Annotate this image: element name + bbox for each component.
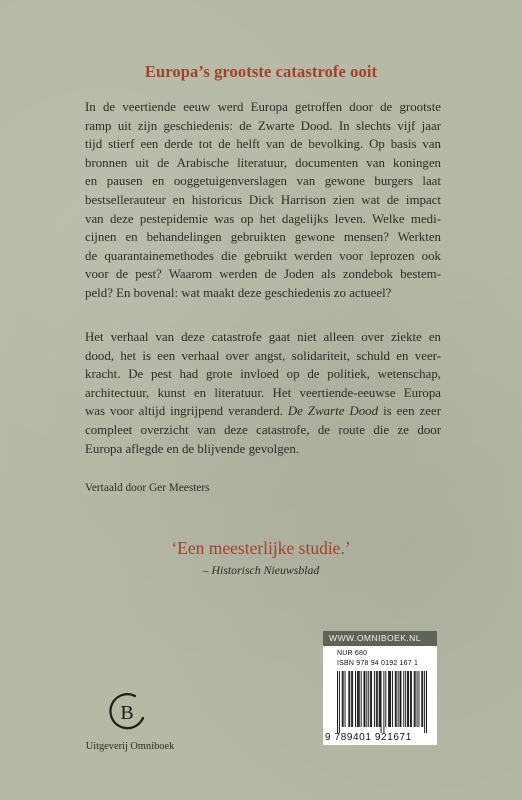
barcode-bar <box>396 671 397 727</box>
barcode-bars <box>337 671 427 733</box>
barcode-bar <box>379 671 380 727</box>
barcode-bar <box>398 671 399 727</box>
book-title-italic: De Zwarte Dood <box>287 404 379 419</box>
barcode-bar <box>374 671 375 727</box>
paragraph-1-line: tijd stierf een derde tot de helft van de bevolking. Op basis van <box>85 137 441 152</box>
barcode-bar <box>377 671 378 727</box>
logo-letter: B <box>120 702 134 724</box>
barcode-bar <box>418 671 419 727</box>
barcode-bar <box>359 671 360 727</box>
barcode-bar <box>411 671 412 727</box>
barcode-bar <box>417 671 418 727</box>
paragraph-1-line: voor de pest? Waarom werden de Joden als zondebok bestem- <box>85 267 441 282</box>
barcode-bar <box>339 671 340 733</box>
barcode-bar <box>366 671 367 727</box>
paragraph-2-line: compleet overzicht van deze catastrofe, de route die ze door <box>85 422 441 437</box>
barcode-bar <box>403 671 404 727</box>
barcode-bar <box>426 671 427 733</box>
barcode-bar <box>395 671 396 727</box>
publisher-name: Uitgeverij Omniboek <box>85 741 175 752</box>
barcode-bar <box>337 671 338 733</box>
quote-dash: – <box>202 563 209 577</box>
paragraph-2-text: is een zeer <box>378 404 441 419</box>
barcode-bar <box>361 671 362 727</box>
barcode-bar <box>422 671 423 727</box>
barcode-bar <box>421 671 422 727</box>
paragraph-2-line: Het verhaal van deze catastrofe gaat niet alleen over ziekte en <box>85 330 441 344</box>
paragraph-2-line <box>85 402 441 421</box>
quote-source-name: Historisch Nieuwsblad <box>211 563 320 577</box>
cover-title: Europa’s grootste catastrofe ooit <box>144 62 378 81</box>
barcode-bar <box>381 671 382 733</box>
barcode-bar <box>383 671 384 733</box>
paragraph-1-line: cijnen en behandelingen gebruikten gewone mensen? Werkten <box>85 230 441 245</box>
barcode-bar <box>389 671 390 727</box>
publisher-website: WWW.OMNIBOEK.NL <box>323 631 437 646</box>
barcode-bar <box>385 671 386 727</box>
paragraph-1-line: de quarantainemethodes die gebruikt werden voor leprozen ook <box>85 248 441 263</box>
barcode-bar <box>364 671 365 727</box>
barcode-bar <box>357 671 358 727</box>
barcode-bar <box>408 671 409 727</box>
barcode-digits: 9 789401 921671 <box>325 732 412 743</box>
paragraph-2-line: kracht. De pest had grote invloed op de politiek, wetenschap, <box>85 367 441 382</box>
paragraph-1-line: en pausen en ooggetuigenverslagen van gewone burgers laat <box>85 174 441 189</box>
publisher-logo-icon <box>105 690 149 734</box>
nur-code: NUR 680 <box>337 650 368 657</box>
barcode-bar <box>343 671 344 727</box>
barcode-bar <box>415 671 416 727</box>
barcode-bar <box>364 671 365 727</box>
barcode-bar <box>388 671 389 727</box>
description-paragraph-1 <box>85 98 441 303</box>
barcode-bar <box>414 671 415 727</box>
paragraph-1-line: In de veertiende eeuw werd Europa getroffen door de grootste <box>85 100 441 114</box>
barcode-bar <box>370 671 371 727</box>
barcode-bar <box>352 671 353 727</box>
barcode-block <box>323 631 437 745</box>
barcode-bar <box>358 671 359 727</box>
barcode-bar <box>424 671 425 733</box>
barcode-bar <box>351 671 352 727</box>
paragraph-1-line: van deze pestepidemie was op het dagelijks leven. Welke medi- <box>85 211 441 226</box>
paragraph-1-line: bestsellerauteur en historicus Dick Harrison zien wat de impact <box>85 192 441 207</box>
paragraph-1-line: bronnen uit de Arabische literatuur, documenten van koningen <box>85 155 441 170</box>
paragraph-1-line: ramp uit zijn geschiedenis: de Zwarte Dood. In slechts vijf jaar <box>85 118 441 133</box>
barcode-bar <box>355 671 356 727</box>
paragraph-2-line: dood, het is een verhaal over angst, solidariteit, schuld en veer- <box>85 348 441 363</box>
translator-credit: Vertaald door Ger Meesters <box>85 482 210 494</box>
barcode-bar <box>392 671 393 727</box>
barcode-bar <box>376 671 377 727</box>
barcode-bar <box>380 671 381 727</box>
barcode-bar <box>345 671 346 727</box>
paragraph-2-line: architectuur, kunst en literatuur. Het veertiende-eeuwse Europa <box>85 385 441 400</box>
paragraph-2-line: Europa aflegde en de blijvende gevolgen. <box>85 441 300 456</box>
barcode-bar <box>368 671 369 727</box>
isbn-code: ISBN 978 94 0192 167 1 <box>337 660 419 667</box>
review-quote: ‘Een meesterlijke studie.’ <box>171 538 351 558</box>
paragraph-1-line: peld? En bovenal: wat maakt deze geschiedenis zo actueel? <box>85 285 392 300</box>
barcode-bar <box>400 671 401 727</box>
barcode-bar <box>400 671 401 727</box>
barcode-bar <box>342 671 343 727</box>
barcode-bar <box>405 671 406 727</box>
barcode-bar <box>410 671 411 727</box>
review-source <box>0 563 522 578</box>
barcode-bar <box>390 671 391 727</box>
barcode-bar <box>407 671 408 727</box>
barcode-bar <box>371 671 372 727</box>
barcode-bar <box>349 671 350 727</box>
description-paragraph-2 <box>85 328 441 458</box>
barcode-bar <box>348 671 349 727</box>
paragraph-2-text: was voor altijd ingrijpend veranderd. <box>85 404 288 419</box>
barcode-panel <box>323 646 437 745</box>
